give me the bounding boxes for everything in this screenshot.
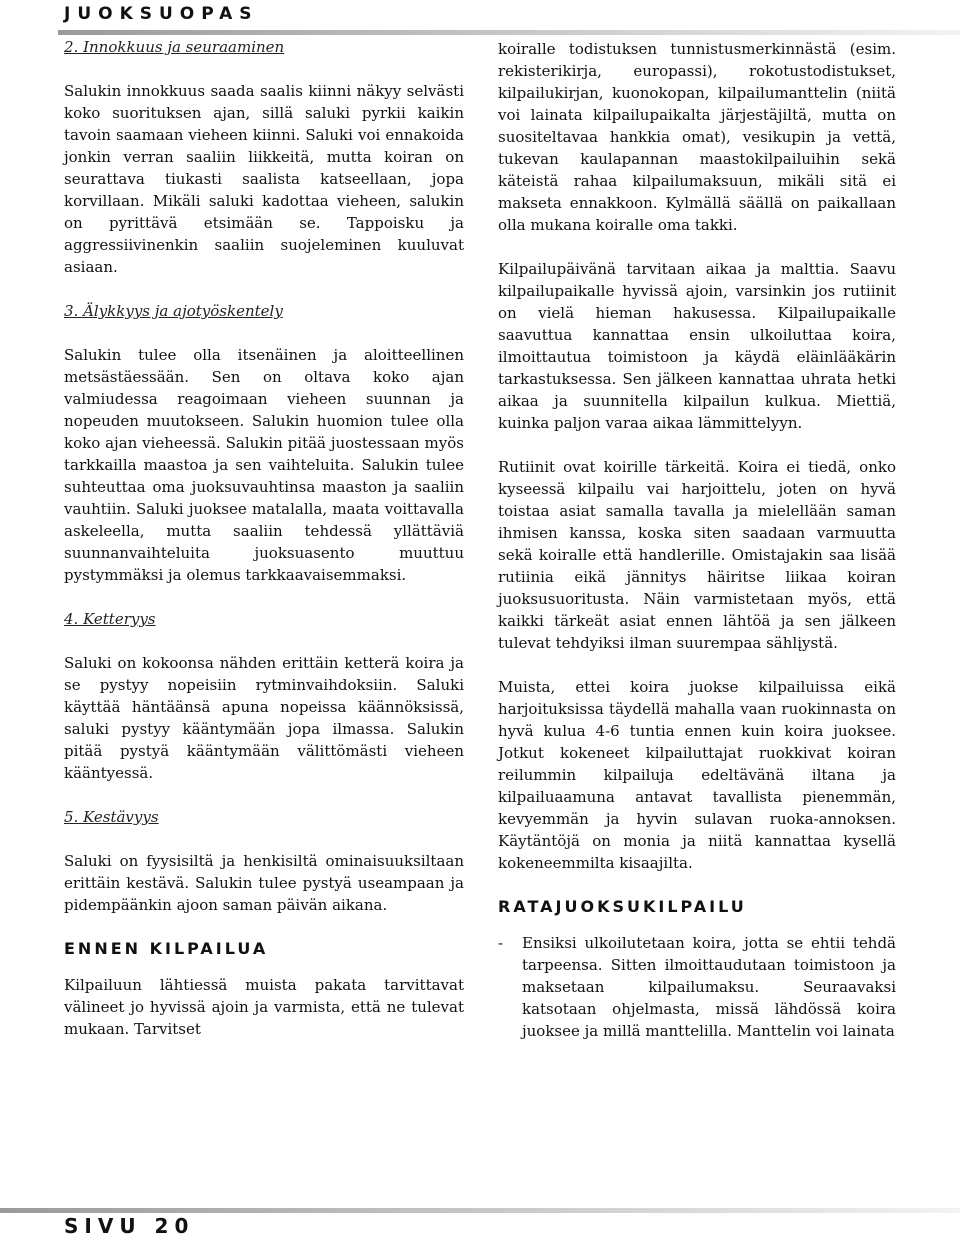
paragraph-routines: Rutiinit ovat koirille tärkeitä. Koira ei tiedä, onko kyseessä kilpailu vai harjoittelu, joten on hyvä toistaa asiat samalla tavalla ja mielellään saman ihmisen kanssa, koska siten saadaan varmuutta sekä koiralle että handlerille. Omistajakin saa lisää rutiinia eikä jännitys häiritse liikaa koiran juoksusuoritusta. Näin varmistetaan myös, että kaikki tärkeät asiat ennen lähtöä ja sen jälkeen tulevat tehdyiksi ilman suurempaa sählįystä.	[498, 458, 896, 652]
page-header	[0, 0, 960, 30]
section-2-title: 2. Innokkuus ja seuraaminen	[64, 38, 285, 56]
paragraph-feeding: Muista, ettei koira juokse kilpailuissa eikä harjoituksissa täydellä mahalla vaan ruokinnasta on hyvä kulua 4-6 tuntia ennen kuin koira juoksee. Jotkut kokeneet kilpailuttajat ruokkivat koiran reilummin kilpailuja edeltävänä iltana ja kilpailuaamuna antavat tavallista pienemmän, kevyemmän ja hyvin sulavan ruoka-annoksen. Käytäntöjä on monia ja niitä kannattaa kysellä kokeneemmilta kisaajilta.	[498, 678, 896, 872]
section-3-text: Salukin tulee olla itsenäinen ja aloitteellinen metsästäessään. Sen on oltava koko ajan valmiudessa reagoimaan vieheen suunnan ja nopeuden muutokseen. Salukin huomion tulee olla koko ajan vieheessä. Salukin pitää juostessaan myös tarkkailla maastoa ja sen vaihteluita. Salukin tulee suhteuttaa oma juoksuvauhtinsa maaston ja saaliin vauhtiin. Saluki juoksee matalalla, maata voittavalla askeleella, mutta saaliin tehdessä yllättäviä suunnanvaihteluita juoksuasento muuttuu pystymmäksi ja olemus tarkkaavaisemmaksi.	[64, 346, 464, 584]
right-column	[498, 36, 896, 1042]
list-dash: -	[498, 934, 504, 952]
section-4-title: 4. Ketteryys	[64, 610, 156, 628]
section-2-text: Salukin innokkuus saada saalis kiinni näkyy selvästi koko suorituksen ajan, sillä saluki pyrkii kaikin tavoin saamaan vieheen kiinni. Saluki voi ennakoida jonkin verran saaliin liikkeitä, mutta koiran on seurattava tiukasti saalista katseellaan, jopa korvillaan. Mikäli saluki kadottaa vieheen, salukin on pyrittävä etsimään se. Tappoisku ja aggressiivinenkin saaliin suojeleminen kuuluvat asiaan.	[64, 82, 464, 276]
section-3-title: 3. Älykkyys ja ajotyöskentely	[64, 302, 283, 320]
ennen-kilpailua-text: Kilpailuun lähtiessä muista pakata tarvittavat välineet jo hyvissä ajoin ja varmista, että ne tulevat mukaan. Tarvitset	[64, 976, 464, 1038]
section-heading-ratajuoksukilpailu: RATAJUOKSUKILPAILU	[498, 897, 747, 916]
header-rule	[58, 30, 960, 35]
left-column	[64, 36, 464, 1062]
header-title: JUOKSUOPAS	[64, 4, 259, 24]
page-number: SIVU 20	[64, 1214, 195, 1238]
list-item-text: Ensiksi ulkoilutetaan koira, jotta se ehtii tehdä tarpeensa. Sitten ilmoittaudutaan toimistoon ja maksetaan kilpailumaksu. Seuraavaksi katsotaan ohjelmasta, missä lähdössä koira juoksee ja millä manttelilla. Manttelin voi lainata	[522, 934, 896, 1040]
section-5-text: Saluki on fyysisiltä ja henkisiltä ominaisuuksiltaan erittäin kestävä. Salukin tulee pystyä useampaan ja pidempäänkin ajoon saman päivän aikana.	[64, 852, 464, 914]
paragraph-competition-day: Kilpailupäivänä tarvitaan aikaa ja malttia. Saavu kilpailupaikalle hyvissä ajoin, varsinkin jos rutiinit on vielä hieman hakusessa. Kilpailupaikalle saavuttua kannattaa ensin ulkoiluttaa koira, ilmoittautua toimistoon ja käydä eläinlääkärin tarkastuksessa. Sen jälkeen kannattaa uhrata hetki aikaa ja suunnitella kilpailun kulkua. Miettiä, kuinka paljon varaa aikaa lämmittelyyn.	[498, 260, 896, 432]
section-4-text: Saluki on kokoonsa nähden erittäin ketterä koira ja se pystyy nopeisiin rytminvaihdoksiin. Saluki käyttää häntäänsä apuna nopeissa käännöksissä, saluki pystyy kääntymään jopa ilmassa. Salukin pitää pystyä kääntymään välittömästi vieheen kääntyessä.	[64, 654, 464, 782]
footer-rule	[0, 1208, 960, 1213]
list-item	[498, 932, 896, 1042]
section-heading-ennen-kilpailua: ENNEN KILPAILUA	[64, 939, 269, 958]
section-5-title: 5. Kestävyys	[64, 808, 159, 826]
procedure-list	[498, 932, 896, 1042]
paragraph-equipment: koiralle todistuksen tunnistusmerkinnästä (esim. rekisterikirja, europassi), rokotustodistukset, kilpailukirjan, kuonokopan, kilpailumanttelin (niitä voi lainata kilpailupaikalta järjestäjiltä, mutta on suositeltavaa hankkia omat), vesikupin ja vettä, tukevan kaulapannan maastokilpailuihin sekä käteistä rahaa kilpailumaksuun, mikäli sitä ei makseta ennakkoon. Kylmällä säällä on paikallaan olla mukana koiralle oma takki.	[498, 40, 896, 234]
